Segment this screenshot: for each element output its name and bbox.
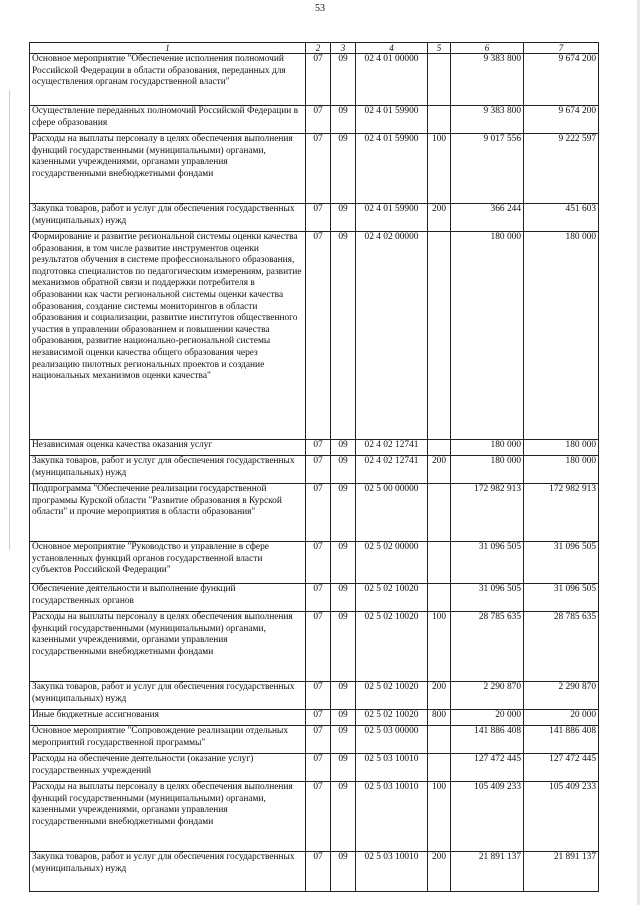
row-target-article-cell: 02 5 02 10020 <box>356 710 428 726</box>
table-row <box>30 782 599 852</box>
table-row <box>30 584 599 612</box>
header-cell-4: 4 <box>356 43 428 54</box>
row-section-cell: 07 <box>306 134 331 204</box>
row-amount-year1-cell: 2 290 870 <box>451 682 524 710</box>
row-name-cell: Закупка товаров, работ и услуг для обеспечения государственных (муниципальных) нужд <box>30 852 306 892</box>
row-section-cell: 07 <box>306 232 331 440</box>
row-name-cell: Расходы на выплаты персоналу в целях обеспечения выполнения функций государственными (муниципальными) органами, казенными учреждениями, органами управления государственными внебюджетными фондами <box>30 612 306 682</box>
row-name-cell: Закупка товаров, работ и услуг для обеспечения государственных (муниципальных) нужд <box>30 682 306 710</box>
row-amount-year1-cell: 20 000 <box>451 710 524 726</box>
row-subsection-cell: 09 <box>331 754 356 782</box>
row-target-article-cell: 02 5 03 00000 <box>356 726 428 754</box>
row-expense-type-cell: 200 <box>428 204 451 232</box>
row-amount-year2-cell: 21 891 137 <box>524 852 599 892</box>
row-subsection-cell: 09 <box>331 782 356 852</box>
row-section-cell: 07 <box>306 440 331 456</box>
header-cell-1: 1 <box>30 43 306 54</box>
row-subsection-cell: 09 <box>331 726 356 754</box>
row-amount-year1-cell: 21 891 137 <box>451 852 524 892</box>
table-row <box>30 456 599 484</box>
row-section-cell: 07 <box>306 726 331 754</box>
row-section-cell: 07 <box>306 710 331 726</box>
row-amount-year1-cell: 31 096 505 <box>451 542 524 584</box>
row-expense-type-cell <box>428 726 451 754</box>
table-row <box>30 710 599 726</box>
table-row <box>30 106 599 134</box>
row-amount-year2-cell: 20 000 <box>524 710 599 726</box>
table-row <box>30 726 599 754</box>
row-subsection-cell: 09 <box>331 612 356 682</box>
header-cell-2: 2 <box>306 43 331 54</box>
row-name-cell: Независимая оценка качества оказания услуг <box>30 440 306 456</box>
row-target-article-cell: 02 4 01 59900 <box>356 204 428 232</box>
row-expense-type-cell <box>428 542 451 584</box>
row-target-article-cell: 02 4 01 00000 <box>356 54 428 106</box>
row-expense-type-cell: 200 <box>428 852 451 892</box>
row-amount-year1-cell: 172 982 913 <box>451 484 524 542</box>
row-amount-year1-cell: 141 886 408 <box>451 726 524 754</box>
row-amount-year1-cell: 180 000 <box>451 456 524 484</box>
row-name-cell: Расходы на обеспечение деятельности (оказание услуг) государственных учреждений <box>30 754 306 782</box>
row-expense-type-cell: 100 <box>428 782 451 852</box>
row-expense-type-cell <box>428 54 451 106</box>
row-amount-year1-cell: 9 383 800 <box>451 106 524 134</box>
row-amount-year2-cell: 28 785 635 <box>524 612 599 682</box>
row-section-cell: 07 <box>306 542 331 584</box>
table-row <box>30 542 599 584</box>
row-amount-year2-cell: 180 000 <box>524 440 599 456</box>
row-expense-type-cell <box>428 484 451 542</box>
row-expense-type-cell <box>428 754 451 782</box>
row-section-cell: 07 <box>306 852 331 892</box>
row-name-cell: Формирование и развитие региональной системы оценки качества образования, в том числе развитие инструментов оценки результатов обучения в системе профессионального образования, подготовка специалистов по педагогическим измерениям, развитие механизмов обратной связи и поддержки потребителя в образовании как части региональной системы оценки качества образования, создание системы мониторингов в области образования и социализации, развитие институтов общественного участия в управлении образованием и повышении качества образования, развитие национально-региональной системы независимой оценки качества общего образования через реализацию пилотных региональных проектов и создание национальных механизмов оценки качества" <box>30 232 306 440</box>
row-name-cell: Основное мероприятие "Сопровождение реализации отдельных мероприятий государственной программы" <box>30 726 306 754</box>
row-amount-year2-cell: 141 886 408 <box>524 726 599 754</box>
table-row <box>30 440 599 456</box>
row-amount-year2-cell: 180 000 <box>524 232 599 440</box>
budget-table <box>29 42 599 892</box>
row-name-cell: Подпрограмма "Обеспечение реализации государственной программы Курской области "Развитие образования в Курской области" и прочие мероприятия в области образования" <box>30 484 306 542</box>
row-target-article-cell: 02 4 01 59900 <box>356 134 428 204</box>
row-subsection-cell: 09 <box>331 484 356 542</box>
row-target-article-cell: 02 5 02 10020 <box>356 682 428 710</box>
row-subsection-cell: 09 <box>331 682 356 710</box>
row-subsection-cell: 09 <box>331 134 356 204</box>
table-row <box>30 204 599 232</box>
row-subsection-cell: 09 <box>331 232 356 440</box>
header-cell-7: 7 <box>524 43 599 54</box>
page-number: 53 <box>315 3 325 14</box>
row-amount-year2-cell: 2 290 870 <box>524 682 599 710</box>
row-subsection-cell: 09 <box>331 584 356 612</box>
row-section-cell: 07 <box>306 612 331 682</box>
row-amount-year2-cell: 172 982 913 <box>524 484 599 542</box>
table-header-row <box>30 43 599 54</box>
row-section-cell: 07 <box>306 456 331 484</box>
row-target-article-cell: 02 5 02 10020 <box>356 612 428 682</box>
row-expense-type-cell <box>428 440 451 456</box>
row-name-cell: Осуществление переданных полномочий Российской Федерации в сфере образования <box>30 106 306 134</box>
row-target-article-cell: 02 5 03 10010 <box>356 782 428 852</box>
row-subsection-cell: 09 <box>331 54 356 106</box>
row-amount-year1-cell: 366 244 <box>451 204 524 232</box>
row-target-article-cell: 02 5 03 10010 <box>356 754 428 782</box>
row-target-article-cell: 02 4 02 12741 <box>356 440 428 456</box>
row-amount-year1-cell: 9 383 800 <box>451 54 524 106</box>
table-row <box>30 682 599 710</box>
row-target-article-cell: 02 5 00 00000 <box>356 484 428 542</box>
row-section-cell: 07 <box>306 754 331 782</box>
row-name-cell: Обеспечение деятельности и выполнение функций государственных органов <box>30 584 306 612</box>
row-subsection-cell: 09 <box>331 852 356 892</box>
row-target-article-cell: 02 5 02 10020 <box>356 584 428 612</box>
row-amount-year2-cell: 9 222 597 <box>524 134 599 204</box>
row-name-cell: Основное мероприятие "Руководство и управление в сфере установленных функций органов государственной власти субъектов Российской Федерации" <box>30 542 306 584</box>
row-target-article-cell: 02 4 01 59900 <box>356 106 428 134</box>
row-section-cell: 07 <box>306 682 331 710</box>
row-subsection-cell: 09 <box>331 440 356 456</box>
row-amount-year1-cell: 180 000 <box>451 232 524 440</box>
row-amount-year2-cell: 105 409 233 <box>524 782 599 852</box>
row-amount-year2-cell: 9 674 200 <box>524 54 599 106</box>
row-amount-year2-cell: 127 472 445 <box>524 754 599 782</box>
row-subsection-cell: 09 <box>331 204 356 232</box>
row-target-article-cell: 02 5 03 10010 <box>356 852 428 892</box>
row-name-cell: Закупка товаров, работ и услуг для обеспечения государственных (муниципальных) нужд <box>30 204 306 232</box>
row-expense-type-cell: 100 <box>428 134 451 204</box>
row-amount-year2-cell: 31 096 505 <box>524 584 599 612</box>
row-section-cell: 07 <box>306 204 331 232</box>
row-section-cell: 07 <box>306 484 331 542</box>
row-expense-type-cell <box>428 232 451 440</box>
row-amount-year1-cell: 105 409 233 <box>451 782 524 852</box>
row-subsection-cell: 09 <box>331 542 356 584</box>
row-expense-type-cell: 200 <box>428 682 451 710</box>
table-row <box>30 54 599 106</box>
row-name-cell: Расходы на выплаты персоналу в целях обеспечения выполнения функций государственными (муниципальными) органами, казенными учреждениями, органами управления государственными внебюджетными фондами <box>30 134 306 204</box>
row-amount-year2-cell: 9 674 200 <box>524 106 599 134</box>
row-expense-type-cell <box>428 584 451 612</box>
table-row <box>30 612 599 682</box>
row-amount-year2-cell: 451 603 <box>524 204 599 232</box>
row-target-article-cell: 02 4 02 12741 <box>356 456 428 484</box>
row-amount-year1-cell: 9 017 556 <box>451 134 524 204</box>
row-section-cell: 07 <box>306 54 331 106</box>
table-row <box>30 754 599 782</box>
row-name-cell: Закупка товаров, работ и услуг для обеспечения государственных (муниципальных) нужд <box>30 456 306 484</box>
table-row <box>30 232 599 440</box>
row-amount-year1-cell: 28 785 635 <box>451 612 524 682</box>
row-name-cell: Расходы на выплаты персоналу в целях обеспечения выполнения функций государственными (муниципальными) органами, казенными учреждениями, органами управления государственными внебюджетными фондами <box>30 782 306 852</box>
row-expense-type-cell <box>428 106 451 134</box>
header-cell-3: 3 <box>331 43 356 54</box>
scan-margin-line <box>9 90 10 550</box>
row-subsection-cell: 09 <box>331 106 356 134</box>
row-section-cell: 07 <box>306 106 331 134</box>
row-target-article-cell: 02 5 02 00000 <box>356 542 428 584</box>
row-subsection-cell: 09 <box>331 456 356 484</box>
row-name-cell: Иные бюджетные ассигнования <box>30 710 306 726</box>
row-expense-type-cell: 200 <box>428 456 451 484</box>
table-row <box>30 484 599 542</box>
row-target-article-cell: 02 4 02 00000 <box>356 232 428 440</box>
row-amount-year2-cell: 180 000 <box>524 456 599 484</box>
row-amount-year1-cell: 127 472 445 <box>451 754 524 782</box>
row-amount-year1-cell: 180 000 <box>451 440 524 456</box>
table-row <box>30 852 599 892</box>
header-cell-6: 6 <box>451 43 524 54</box>
row-amount-year2-cell: 31 096 505 <box>524 542 599 584</box>
row-section-cell: 07 <box>306 584 331 612</box>
row-amount-year1-cell: 31 096 505 <box>451 584 524 612</box>
header-cell-5: 5 <box>428 43 451 54</box>
table-row <box>30 134 599 204</box>
row-section-cell: 07 <box>306 782 331 852</box>
row-name-cell: Основное мероприятие "Обеспечение исполнения полномочий Российской Федерации в области образования, переданных для осуществления органам государственной власти" <box>30 54 306 106</box>
row-subsection-cell: 09 <box>331 710 356 726</box>
row-expense-type-cell: 800 <box>428 710 451 726</box>
row-expense-type-cell: 100 <box>428 612 451 682</box>
